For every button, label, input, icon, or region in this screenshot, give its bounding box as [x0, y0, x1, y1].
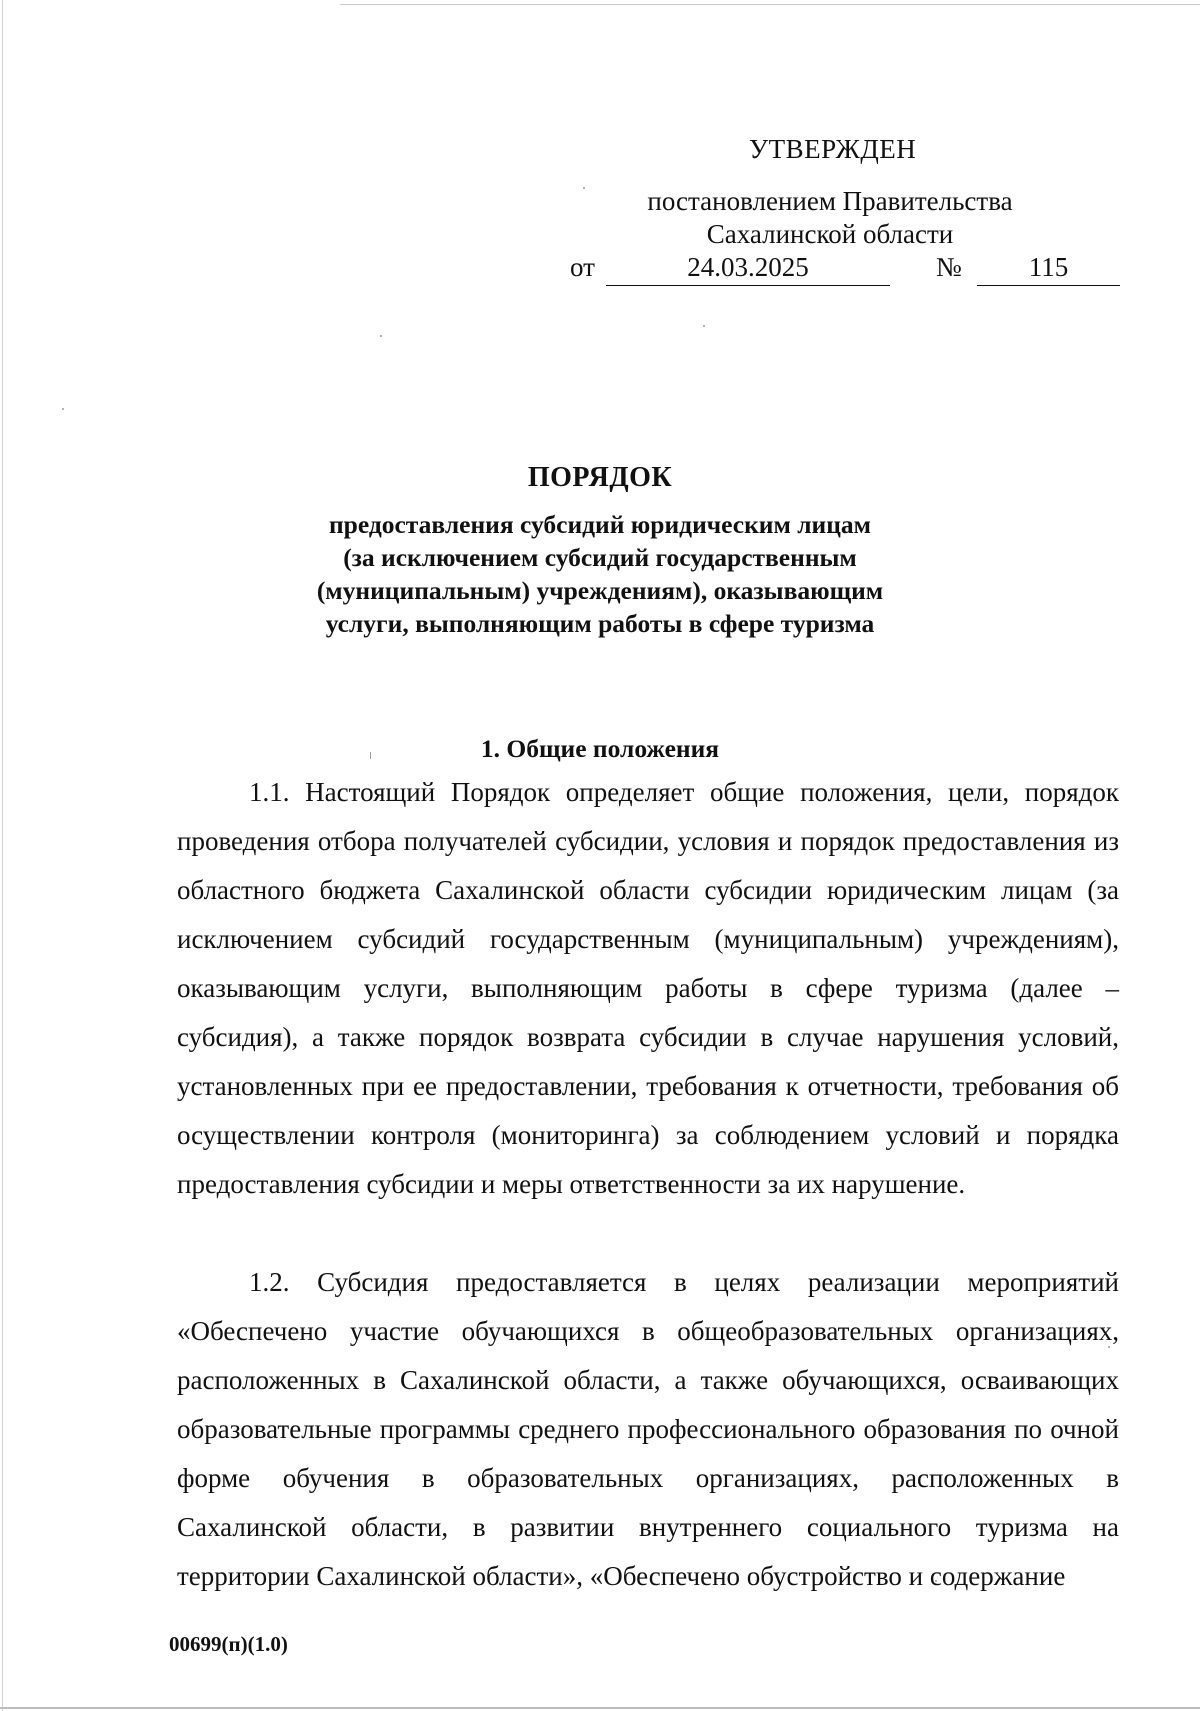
paragraph-1-2	[177, 1258, 1119, 1601]
document-subtitle	[160, 508, 1040, 640]
approval-date-row	[570, 252, 1120, 288]
approval-line-1: постановлением Правительства	[647, 186, 1013, 216]
paragraph-1-1	[177, 768, 1119, 1209]
paragraph-text: 1.1. Настоящий Порядок определяет общие положения, цели, порядок проведения отбора получателей субсидии, условия и порядок предоставления из областного бюджета Сахалинской области субсидии юридическим лицам (за исключением субсидий государственным (муниципальным) учреждениям), оказывающим услуги, выполняющим работы в сфере туризма (далее – субсидия), а также порядок возврата субсидии в случае нарушения условий, установленных при ее предоставлении, требования к отчетности, требования об осуществлении контроля (мониторинга) за соблюдением условий и порядка предоставления субсидии и меры ответственности за их нарушение.	[177, 777, 1119, 1199]
approval-title: УТВЕРЖДЕН	[749, 134, 917, 164]
subtitle-line: предоставления субсидий юридическим лицам	[328, 510, 872, 539]
approval-date: 24.03.2025	[606, 252, 890, 286]
scan-speck	[703, 325, 705, 327]
footer-document-code: 00699(п)(1.0)	[169, 1632, 288, 1656]
document-title: ПОРЯДОК	[527, 462, 673, 493]
scan-speck	[380, 335, 382, 337]
date-prefix: от	[570, 252, 595, 282]
subtitle-line: услуги, выполняющим работы в сфере туризма	[325, 609, 875, 638]
approval-number: 115	[977, 252, 1120, 286]
subtitle-line: (за исключением субсидий государственным	[343, 543, 857, 572]
scan-edge-top	[340, 4, 1200, 5]
section-heading: 1. Общие положения	[480, 734, 720, 763]
subtitle-line: (муниципальным) учреждениям), оказывающим	[316, 576, 884, 605]
scan-edge-left	[2, 0, 3, 1711]
scan-edge-bottom	[0, 1707, 1200, 1709]
scan-speck	[62, 408, 64, 410]
approval-line-2: Сахалинской области	[706, 219, 954, 249]
number-sign: №	[936, 252, 962, 282]
paragraph-text: 1.2. Субсидия предоставляется в целях реализации мероприятий «Обеспечено участие обучающихся в общеобразовательных организациях, расположенных в Сахалинской области, а также обучающихся, осваивающих образовательные программы среднего профессионального образования по очной форме обучения в образовательных организациях, расположенных в Сахалинской области, в развитии внутреннего социального туризма на территории Сахалинской области», «Обеспечено обустройство и содержание	[177, 1267, 1119, 1591]
